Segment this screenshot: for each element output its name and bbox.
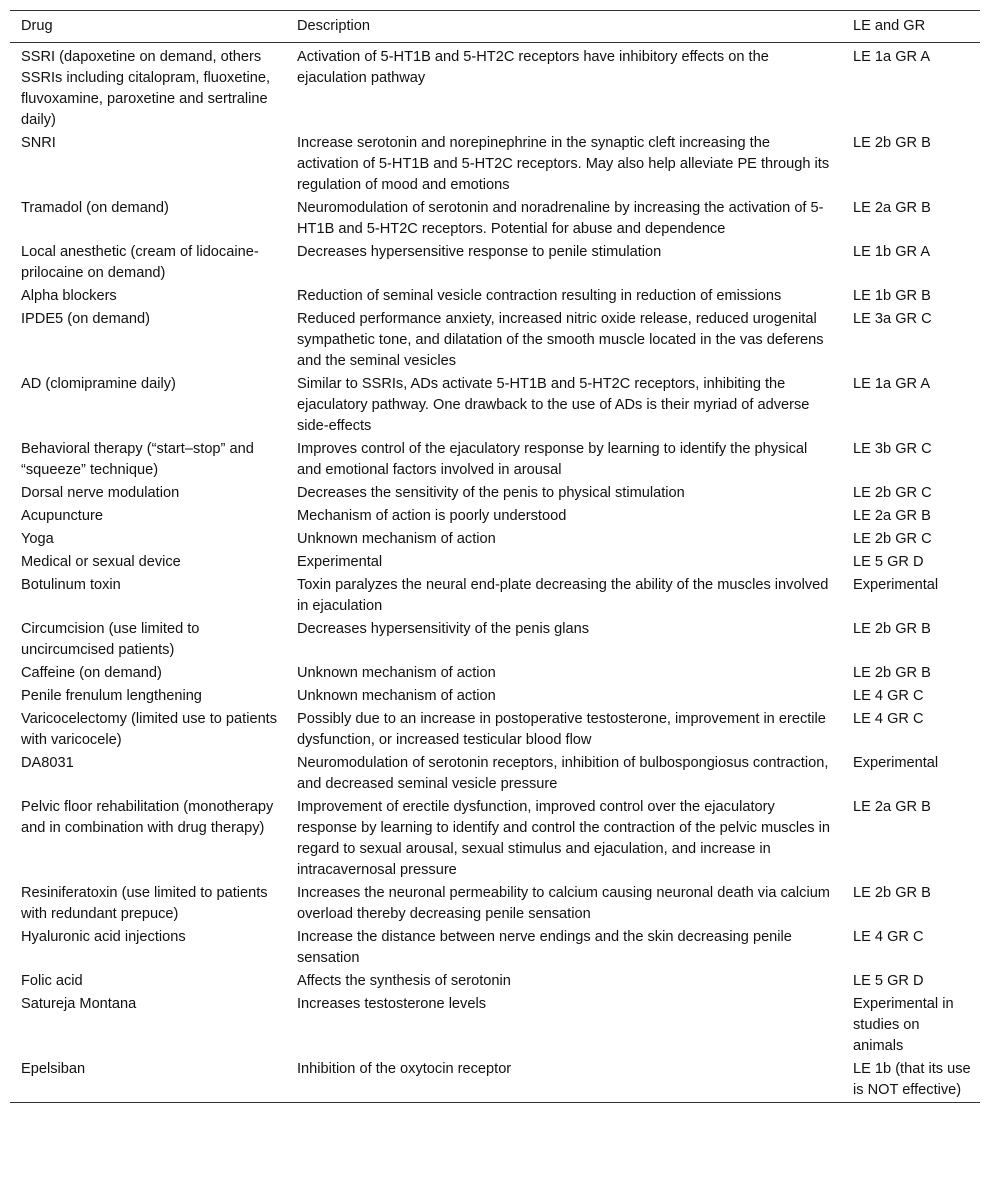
table-row (10, 618, 980, 662)
cell-description: Increases testosterone levels (297, 996, 487, 1012)
cell-description: Experimental (297, 554, 383, 570)
cell-drug: Epelsiban (21, 1061, 86, 1077)
table-row (10, 662, 980, 685)
table-row (10, 882, 980, 926)
cell-drug: Behavioral therapy (“start–stop” and “squeeze” technique) (21, 441, 254, 478)
cell-description: Mechanism of action is poorly understood (297, 508, 567, 524)
cell-le-gr: LE 1b (that its use is NOT effective) (853, 1061, 971, 1098)
table-row (10, 132, 980, 197)
cell-drug: Acupuncture (21, 508, 103, 524)
column-header-description: Description (297, 18, 370, 34)
header-row (10, 11, 980, 43)
cell-le-gr: LE 3a GR C (853, 311, 932, 327)
cell-description: Increase the distance between nerve endings and the skin decreasing penile sensation (297, 929, 792, 966)
cell-drug: Botulinum toxin (21, 577, 121, 593)
cell-description: Improves control of the ejaculatory response by learning to identify the physical and emotional factors involved in arousal (297, 441, 808, 478)
cell-drug: Folic acid (21, 973, 83, 989)
table-row (10, 796, 980, 882)
cell-description: Unknown mechanism of action (297, 665, 496, 681)
table-row (10, 993, 980, 1058)
table-row (10, 574, 980, 618)
cell-le-gr: LE 4 GR C (853, 929, 924, 945)
table-row (10, 970, 980, 993)
table-row (10, 551, 980, 574)
cell-description: Reduction of seminal vesicle contraction resulting in reduction of emissions (297, 288, 782, 304)
table-row (10, 308, 980, 373)
column-header-le-gr: LE and GR (853, 18, 926, 34)
cell-le-gr: Experimental (853, 577, 939, 593)
cell-drug: AD (clomipramine daily) (21, 376, 176, 392)
cell-description: Neuromodulation of serotonin and noradrenaline by increasing the activation of 5-HT1B and 5-HT2C receptors. Potential for abuse and dependence (297, 200, 824, 237)
cell-drug: Dorsal nerve modulation (21, 485, 180, 501)
cell-le-gr: LE 2a GR B (853, 508, 931, 524)
treatment-table (10, 10, 980, 1103)
cell-description: Toxin paralyzes the neural end-plate decreasing the ability of the muscles involved in ejaculation (297, 577, 829, 614)
cell-drug: Medical or sexual device (21, 554, 181, 570)
cell-description: Similar to SSRIs, ADs activate 5-HT1B and 5-HT2C receptors, inhibiting the ejaculatory pathway. One drawback to the use of ADs is their myriad of adverse side-effects (297, 376, 810, 434)
cell-drug: Varicocelectomy (limited use to patients with varicocele) (21, 711, 278, 748)
cell-le-gr: LE 2b GR C (853, 531, 932, 547)
cell-le-gr: LE 1a GR A (853, 49, 931, 65)
table-row (10, 373, 980, 438)
table-row (10, 752, 980, 796)
cell-description: Unknown mechanism of action (297, 688, 496, 704)
table-row (10, 708, 980, 752)
cell-le-gr: LE 5 GR D (853, 554, 924, 570)
cell-drug: Penile frenulum lengthening (21, 688, 202, 704)
cell-description: Improvement of erectile dysfunction, improved control over the ejaculatory response by learning to identify and control the contraction of the pelvic muscles in regard to sexual arousal, sexual stimulus and ejaculation, and increase in intracavernosal pressure (297, 799, 830, 878)
cell-le-gr: LE 4 GR C (853, 711, 924, 727)
cell-drug: DA8031 (21, 755, 74, 771)
cell-le-gr: LE 2b GR B (853, 621, 931, 637)
table-row (10, 528, 980, 551)
cell-drug: Resiniferatoxin (use limited to patients with redundant prepuce) (21, 885, 268, 922)
cell-drug: Tramadol (on demand) (21, 200, 169, 216)
cell-le-gr: LE 2b GR B (853, 665, 931, 681)
cell-le-gr: LE 4 GR C (853, 688, 924, 704)
cell-le-gr: LE 5 GR D (853, 973, 924, 989)
cell-description: Decreases the sensitivity of the penis to physical stimulation (297, 485, 685, 501)
table-header (10, 11, 980, 43)
cell-drug: Circumcision (use limited to uncircumcised patients) (21, 621, 200, 658)
cell-description: Decreases hypersensitive response to penile stimulation (297, 244, 662, 260)
cell-drug: SNRI (21, 135, 56, 151)
cell-description: Affects the synthesis of serotonin (297, 973, 511, 989)
cell-le-gr: LE 2b GR B (853, 135, 931, 151)
cell-le-gr: Experimental in studies on animals (853, 996, 954, 1054)
table-row (10, 438, 980, 482)
table-row (10, 197, 980, 241)
treatment-table-container (10, 10, 980, 1103)
column-header-drug: Drug (21, 18, 53, 34)
cell-le-gr: Experimental (853, 755, 939, 771)
cell-le-gr: LE 2b GR C (853, 485, 932, 501)
cell-description: Unknown mechanism of action (297, 531, 496, 547)
cell-le-gr: LE 3b GR C (853, 441, 932, 457)
cell-drug: Yoga (21, 531, 54, 547)
cell-drug: Pelvic floor rehabilitation (monotherapy and in combination with drug therapy) (21, 799, 274, 836)
cell-le-gr: LE 2a GR B (853, 200, 931, 216)
cell-drug: Caffeine (on demand) (21, 665, 162, 681)
table-row (10, 1058, 980, 1103)
cell-description: Reduced performance anxiety, increased nitric oxide release, reduced urogenital sympathetic tone, and dilatation of the smooth muscle located in the vas deferens and the seminal vesicles (297, 311, 824, 369)
table-row (10, 685, 980, 708)
cell-le-gr: LE 2a GR B (853, 799, 931, 815)
cell-drug: Alpha blockers (21, 288, 117, 304)
table-row (10, 926, 980, 970)
cell-description: Possibly due to an increase in postoperative testosterone, improvement in erectile dysfunction, or increased testicular blood flow (297, 711, 826, 748)
table-row (10, 482, 980, 505)
cell-drug: SSRI (dapoxetine on demand, others SSRIs including citalopram, fluoxetine, fluvoxamine, paroxetine and sertraline daily) (21, 49, 271, 128)
cell-le-gr: LE 1b GR A (853, 244, 931, 260)
table-row (10, 241, 980, 285)
cell-drug: Local anesthetic (cream of lidocaine-prilocaine on demand) (21, 244, 259, 281)
cell-description: Neuromodulation of serotonin receptors, inhibition of bulbospongiosus contraction, and decreased seminal vesicle pressure (297, 755, 829, 792)
cell-le-gr: LE 1a GR A (853, 376, 931, 392)
cell-description: Inhibition of the oxytocin receptor (297, 1061, 512, 1077)
table-row (10, 285, 980, 308)
cell-description: Increases the neuronal permeability to calcium causing neuronal death via calcium overload thereby decreasing penile sensation (297, 885, 830, 922)
table-body (10, 43, 980, 1103)
cell-drug: IPDE5 (on demand) (21, 311, 150, 327)
cell-drug: Satureja Montana (21, 996, 137, 1012)
cell-le-gr: LE 2b GR B (853, 885, 931, 901)
table-row (10, 505, 980, 528)
cell-description: Increase serotonin and norepinephrine in the synaptic cleft increasing the activation of 5-HT1B and 5-HT2C receptors. May also help alleviate PE through its regulation of mood and emotions (297, 135, 830, 193)
cell-description: Decreases hypersensitivity of the penis glans (297, 621, 590, 637)
cell-le-gr: LE 1b GR B (853, 288, 931, 304)
table-row (10, 43, 980, 133)
cell-drug: Hyaluronic acid injections (21, 929, 186, 945)
cell-description: Activation of 5-HT1B and 5-HT2C receptors have inhibitory effects on the ejaculation pathway (297, 49, 769, 86)
